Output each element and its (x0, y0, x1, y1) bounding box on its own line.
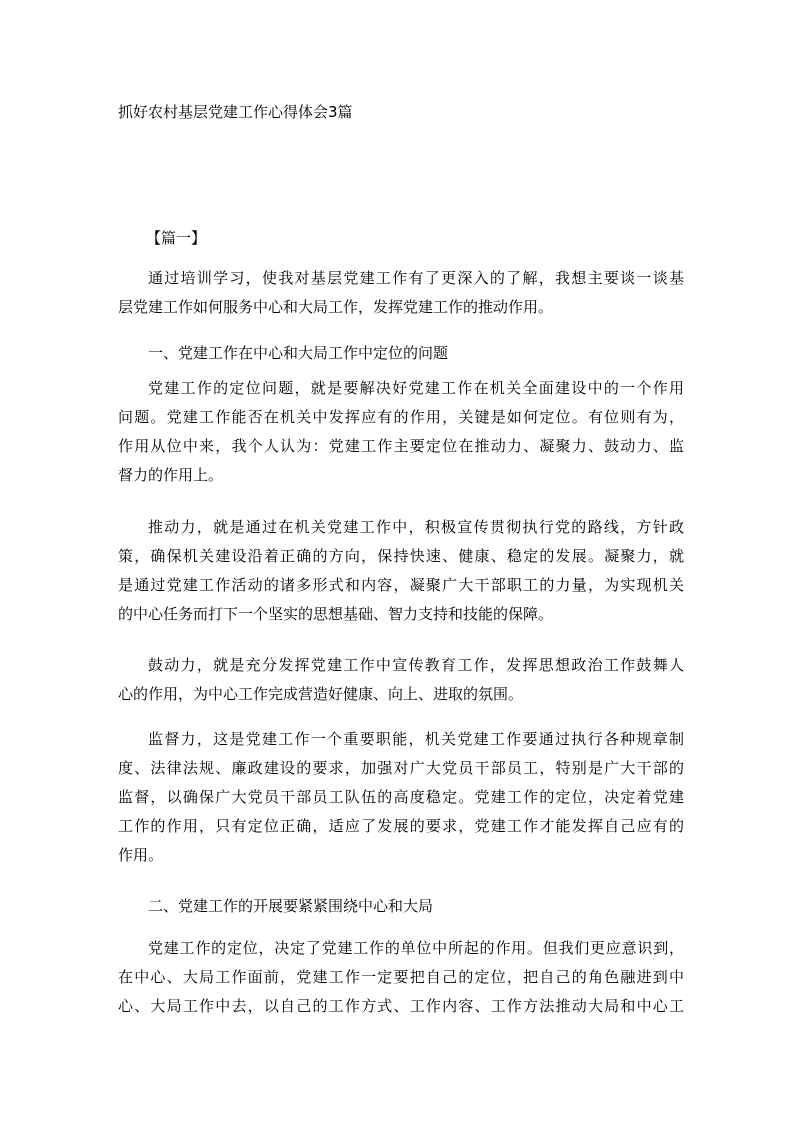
paragraph-line: 推动力，就是通过在机关党建工作中，积极宣传贯彻执行党的路线，方针政 (148, 518, 684, 536)
paragraph-line: 通过培训学习，使我对基层党建工作有了更深入的了解，我想主要谈一谈基 (148, 269, 684, 287)
section-label: 【篇一】 (146, 229, 207, 247)
paragraph-driving-force (118, 513, 684, 629)
paragraph-line: 是通过党建工作活动的诸多形式和内容，凝聚广大干部职工的力量，为实现机关 (118, 576, 684, 594)
paragraph-motivation (118, 651, 684, 709)
paragraph-line: 在中心、大局工作面前，党建工作一定要把自己的定位，把自己的角色融进到中 (118, 968, 684, 986)
paragraph-center-work (118, 934, 684, 1021)
paragraph-line: 工作的作用，只有定位正确，适应了发展的要求，党建工作才能发挥自己应有的 (118, 817, 684, 835)
document-title: 抓好农村基层党建工作心得体会3篇 (118, 103, 353, 121)
paragraph-line: 度、法律法规、廉政建设的要求，加强对广大党员干部员工，特别是广大干部的 (118, 759, 684, 777)
paragraph-line: 策，确保机关建设沿着正确的方向，保持快速、健康、稳定的发展。凝聚力，就 (118, 547, 684, 565)
paragraph-line: 作用从位中来，我个人认为：党建工作主要定位在推动力、凝聚力、鼓动力、监 (118, 437, 684, 455)
paragraph-line: 督力的作用上。 (118, 466, 224, 484)
paragraph-line: 心的作用，为中心工作完成营造好健康、向上、进取的氛围。 (118, 685, 524, 703)
paragraph-line: 监督力，这是党建工作一个重要职能，机关党建工作要通过执行各种规章制 (148, 730, 684, 748)
paragraph-line: 监督，以确保广大党员干部员工队伍的高度稳定。党建工作的定位，决定着党建 (118, 788, 684, 806)
subheading-2: 二、党建工作的开展要紧紧围绕中心和大局 (148, 897, 434, 915)
paragraph-line: 层党建工作如何服务中心和大局工作，发挥党建工作的推动作用。 (118, 298, 554, 316)
paragraph-line: 问题。党建工作能否在机关中发挥应有的作用，关键是如何定位。有位则有为， (118, 408, 684, 426)
paragraph-line: 的中心任务而打下一个坚实的思想基础、智力支持和技能的保障。 (118, 605, 554, 623)
paragraph-positioning (118, 374, 684, 490)
paragraph-line: 党建工作的定位问题，就是要解决好党建工作在机关全面建设中的一个作用 (148, 379, 684, 397)
paragraph-line: 党建工作的定位，决定了党建工作的单位中所起的作用。但我们更应意识到， (148, 939, 684, 957)
subheading-1: 一、党建工作在中心和大局工作中定位的问题 (148, 344, 449, 362)
paragraph-line: 作用。 (118, 846, 164, 864)
paragraph-line: 鼓动力，就是充分发挥党建工作中宣传教育工作，发挥思想政治工作鼓舞人 (148, 656, 684, 674)
paragraph-intro (118, 264, 684, 322)
paragraph-supervision (118, 725, 684, 870)
paragraph-line: 心、大局工作中去，以自己的工作方式、工作内容、工作方法推动大局和中心工 (118, 997, 684, 1015)
